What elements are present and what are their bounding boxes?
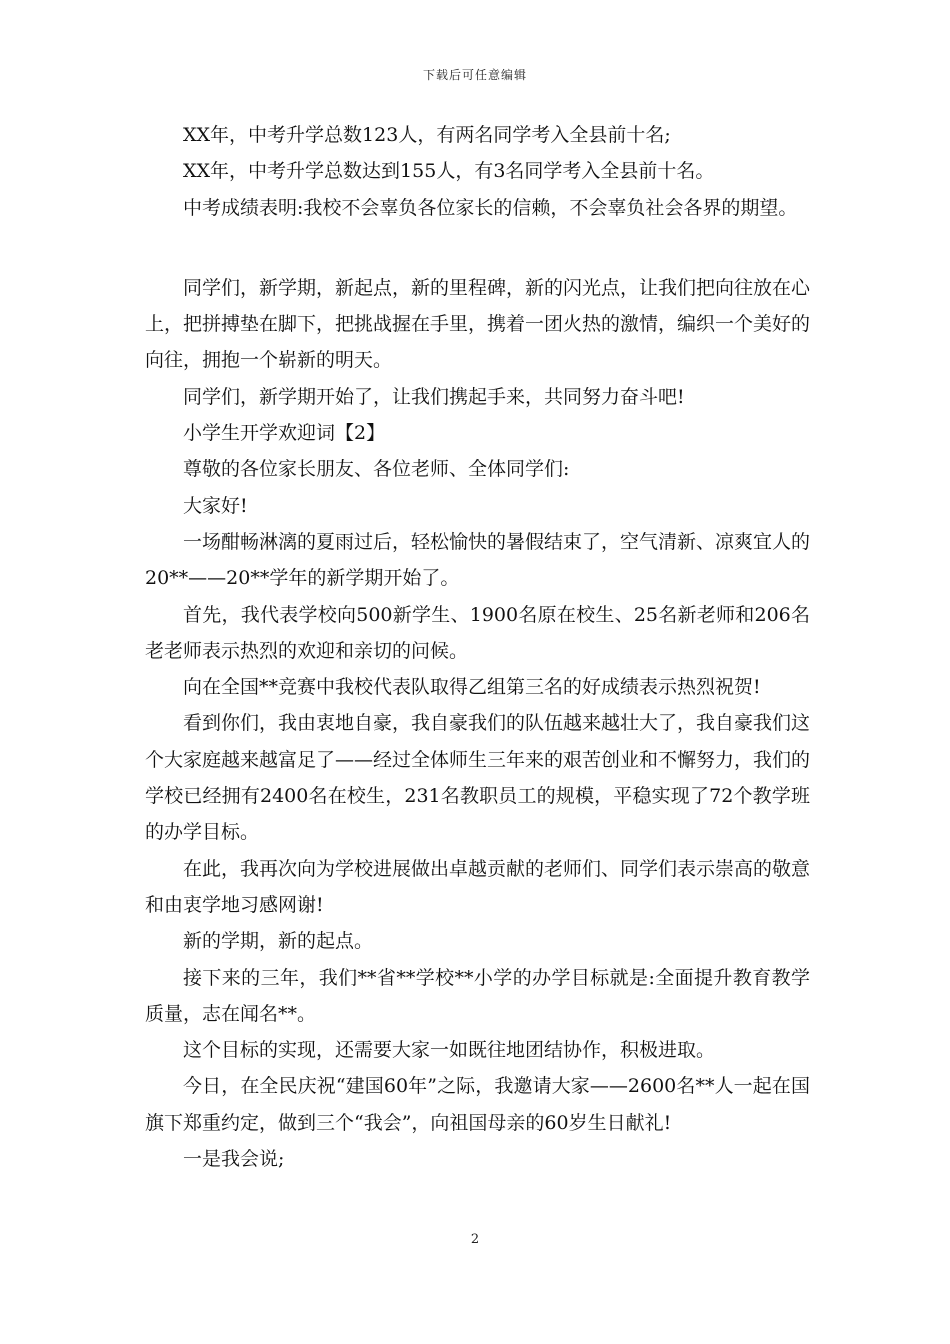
paragraph-10: 首先，我代表学校向500新学生、1900名原在校生、25名新老师和206名老老师表示热烈的欢迎和亲切的问候。 [145, 603, 810, 662]
paragraph-13: 在此，我再次向为学校进展做出卓越贡献的老师们、同学们表示崇高的敬意和由衷学地习感网谢! [145, 857, 811, 916]
paragraph-15: 接下来的三年，我们**省**学校**小学的办学目标就是:全面提升教育教学质量，志在闻名**。 [145, 966, 810, 1025]
paragraph-3: 中考成绩表明:我校不会辜负各位家长的信赖，不会辜负社会各界的期望。 [183, 196, 798, 219]
paragraph-9: 一场酣畅淋漓的夏雨过后，轻松愉快的暑假结束了，空气清新、凉爽宜人的20**——20**学年的新学期开始了。 [145, 530, 811, 590]
document-body [145, 117, 810, 1177]
page-number: 2 [470, 1232, 480, 1247]
paragraph-4: 同学们，新学期，新起点，新的里程碑，新的闪光点，让我们把向往放在心上，把拼搏垫在脚下，把挑战握在手里，携着一团火热的激情，编织一个美好的向往，拥抱一个崭新的明天。 [145, 276, 811, 372]
paragraph-11: 向在全国**竞赛中我校代表队取得乙组第三名的好成绩表示热烈祝贺! [183, 676, 761, 699]
paragraph-12: 看到你们，我由衷地自豪，我自豪我们的队伍越来越壮大了，我自豪我们这个大家庭越来越富足了——经过全体师生三年来的艰苦创业和不懈努力，我们的学校已经拥有2400名在校生，231名教职员工的规模，平稳实现了72个教学班的办学目标。 [145, 712, 811, 844]
paragraph-2: XX年，中考升学总数达到155人，有3名同学考入全县前十名。 [183, 160, 715, 183]
greeting: 大家好! [183, 494, 248, 517]
paragraph-17: 今日，在全民庆祝“建国60年”之际，我邀请大家——2600名**人一起在国旗下郑重约定，做到三个“我会”，向祖国母亲的60岁生日献礼! [145, 1075, 810, 1134]
page-header: 下载后可任意编辑 [422, 68, 527, 82]
paragraph-18: 一是我会说; [183, 1148, 285, 1171]
paragraph-spacer [145, 226, 810, 270]
paragraph-16: 这个目标的实现，还需要大家一如既往地团结协作，积极进取。 [183, 1039, 716, 1062]
paragraph-14: 新的学期，新的起点。 [183, 930, 374, 953]
section-title: 小学生开学欢迎词【2】 [183, 422, 386, 445]
salutation: 尊敬的各位家长朋友、各位老师、全体同学们: [183, 458, 570, 481]
paragraph-1: XX年，中考升学总数123人，有两名同学考入全县前十名; [183, 124, 671, 146]
paragraph-5: 同学们，新学期开始了，让我们携起手来，共同努力奋斗吧! [183, 385, 685, 408]
